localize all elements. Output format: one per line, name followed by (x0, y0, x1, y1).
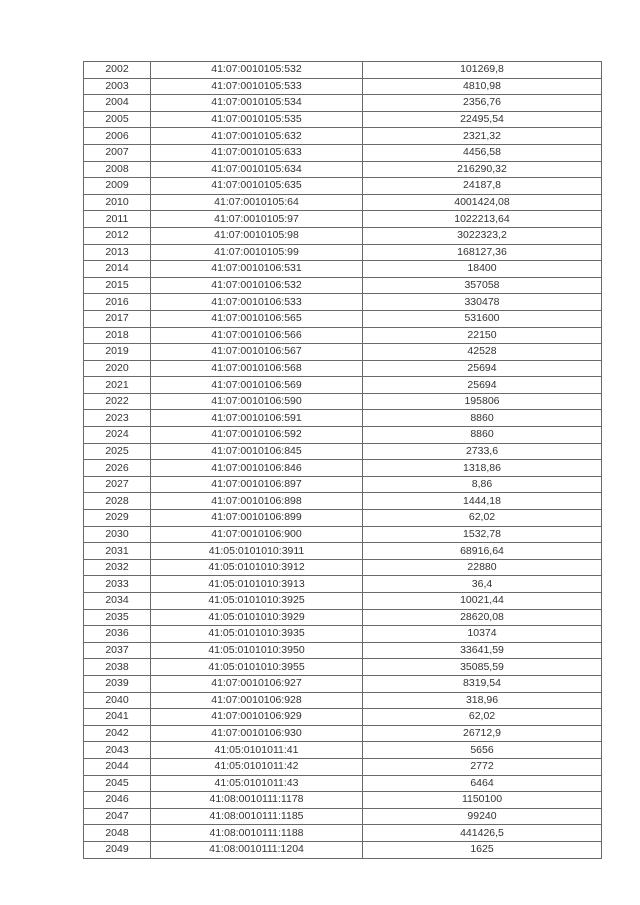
cadastral-value-cell: 357058 (363, 277, 602, 294)
row-number-cell: 2009 (84, 178, 151, 195)
cadastral-number-cell: 41:05:0101010:3911 (151, 543, 363, 560)
row-number-cell: 2013 (84, 244, 151, 261)
table-row (84, 427, 602, 444)
row-number-cell: 2018 (84, 327, 151, 344)
table-row (84, 227, 602, 244)
row-number-cell: 2033 (84, 576, 151, 593)
table-row (84, 211, 602, 228)
cadastral-number-cell: 41:07:0010106:532 (151, 277, 363, 294)
cadastral-value-cell: 8,86 (363, 476, 602, 493)
row-number-cell: 2028 (84, 493, 151, 510)
cadastral-number-cell: 41:07:0010106:569 (151, 377, 363, 394)
cadastral-number-cell: 41:07:0010106:928 (151, 692, 363, 709)
row-number-cell: 2024 (84, 427, 151, 444)
row-number-cell: 2046 (84, 792, 151, 809)
row-number-cell: 2047 (84, 808, 151, 825)
row-number-cell: 2034 (84, 593, 151, 610)
cadastral-value-cell: 8319,54 (363, 675, 602, 692)
row-number-cell: 2048 (84, 825, 151, 842)
cadastral-value-cell: 8860 (363, 427, 602, 444)
cadastral-value-cell: 26712,9 (363, 725, 602, 742)
cadastral-value-cell: 1444,18 (363, 493, 602, 510)
cadastral-number-cell: 41:07:0010106:899 (151, 510, 363, 527)
row-number-cell: 2010 (84, 194, 151, 211)
cadastral-value-cell: 62,02 (363, 510, 602, 527)
cadastral-value-cell: 22880 (363, 559, 602, 576)
cadastral-value-cell: 35085,59 (363, 659, 602, 676)
table-row (84, 128, 602, 145)
table-row (84, 825, 602, 842)
row-number-cell: 2031 (84, 543, 151, 560)
cadastral-number-cell: 41:05:0101011:43 (151, 775, 363, 792)
row-number-cell: 2030 (84, 526, 151, 543)
cadastral-value-cell: 441426,5 (363, 825, 602, 842)
row-number-cell: 2006 (84, 128, 151, 145)
table-row (84, 675, 602, 692)
row-number-cell: 2042 (84, 725, 151, 742)
cadastral-value-cell: 330478 (363, 294, 602, 311)
row-number-cell: 2005 (84, 111, 151, 128)
table-row (84, 194, 602, 211)
row-number-cell: 2037 (84, 642, 151, 659)
table-row (84, 609, 602, 626)
row-number-cell: 2035 (84, 609, 151, 626)
cadastral-value-cell: 2733,6 (363, 443, 602, 460)
cadastral-number-cell: 41:07:0010106:565 (151, 310, 363, 327)
cadastral-value-cell: 22150 (363, 327, 602, 344)
cadastral-value-cell: 5656 (363, 742, 602, 759)
cadastral-number-cell: 41:07:0010106:531 (151, 261, 363, 278)
table-row (84, 161, 602, 178)
row-number-cell: 2027 (84, 476, 151, 493)
table-row (84, 526, 602, 543)
cadastral-number-cell: 41:05:0101010:3925 (151, 593, 363, 610)
cadastral-value-cell: 4456,58 (363, 144, 602, 161)
cadastral-value-cell: 18400 (363, 261, 602, 278)
row-number-cell: 2011 (84, 211, 151, 228)
cadastral-value-cell: 2356,76 (363, 95, 602, 112)
cadastral-value-cell: 1022213,64 (363, 211, 602, 228)
cadastral-number-cell: 41:07:0010105:534 (151, 95, 363, 112)
cadastral-value-cell: 24187,8 (363, 178, 602, 195)
row-number-cell: 2049 (84, 841, 151, 858)
cadastral-value-cell: 99240 (363, 808, 602, 825)
row-number-cell: 2015 (84, 277, 151, 294)
row-number-cell: 2008 (84, 161, 151, 178)
row-number-cell: 2038 (84, 659, 151, 676)
table-row (84, 95, 602, 112)
cadastral-value-cell: 25694 (363, 377, 602, 394)
row-number-cell: 2036 (84, 626, 151, 643)
cadastral-value-cell: 216290,32 (363, 161, 602, 178)
cadastral-number-cell: 41:07:0010106:568 (151, 360, 363, 377)
cadastral-value-cell: 2772 (363, 758, 602, 775)
row-number-cell: 2007 (84, 144, 151, 161)
table-row (84, 493, 602, 510)
table-row (84, 111, 602, 128)
cadastral-number-cell: 41:07:0010106:898 (151, 493, 363, 510)
table-row (84, 559, 602, 576)
cadastral-value-cell: 3022323,2 (363, 227, 602, 244)
cadastral-value-cell: 1318,86 (363, 460, 602, 477)
table-row (84, 144, 602, 161)
cadastral-value-table (83, 61, 602, 859)
cadastral-value-cell: 1532,78 (363, 526, 602, 543)
row-number-cell: 2017 (84, 310, 151, 327)
cadastral-value-cell: 42528 (363, 344, 602, 361)
row-number-cell: 2023 (84, 410, 151, 427)
table-row (84, 659, 602, 676)
cadastral-number-cell: 41:07:0010106:533 (151, 294, 363, 311)
cadastral-number-cell: 41:05:0101010:3950 (151, 642, 363, 659)
table-row (84, 310, 602, 327)
cadastral-number-cell: 41:08:0010111:1185 (151, 808, 363, 825)
cadastral-number-cell: 41:05:0101010:3913 (151, 576, 363, 593)
row-number-cell: 2022 (84, 393, 151, 410)
cadastral-number-cell: 41:05:0101010:3912 (151, 559, 363, 576)
cadastral-number-cell: 41:05:0101011:42 (151, 758, 363, 775)
table-row (84, 377, 602, 394)
row-number-cell: 2044 (84, 758, 151, 775)
table-row (84, 725, 602, 742)
cadastral-value-cell: 6464 (363, 775, 602, 792)
table-row (84, 758, 602, 775)
cadastral-value-cell: 195806 (363, 393, 602, 410)
table-row (84, 692, 602, 709)
table-row (84, 476, 602, 493)
table-row (84, 294, 602, 311)
table-row (84, 510, 602, 527)
cadastral-number-cell: 41:07:0010105:633 (151, 144, 363, 161)
cadastral-number-cell: 41:08:0010111:1204 (151, 841, 363, 858)
cadastral-value-cell: 22495,54 (363, 111, 602, 128)
table-row (84, 742, 602, 759)
table-row (84, 775, 602, 792)
table-row (84, 78, 602, 95)
cadastral-number-cell: 41:07:0010106:591 (151, 410, 363, 427)
row-number-cell: 2020 (84, 360, 151, 377)
cadastral-value-cell: 168127,36 (363, 244, 602, 261)
row-number-cell: 2019 (84, 344, 151, 361)
table-row (84, 460, 602, 477)
cadastral-value-cell: 25694 (363, 360, 602, 377)
table-row (84, 62, 602, 79)
table-row (84, 543, 602, 560)
cadastral-value-cell: 531600 (363, 310, 602, 327)
table-row (84, 593, 602, 610)
row-number-cell: 2039 (84, 675, 151, 692)
cadastral-value-cell: 68916,64 (363, 543, 602, 560)
cadastral-number-cell: 41:07:0010106:566 (151, 327, 363, 344)
row-number-cell: 2014 (84, 261, 151, 278)
cadastral-value-cell: 36,4 (363, 576, 602, 593)
cadastral-number-cell: 41:07:0010106:927 (151, 675, 363, 692)
cadastral-number-cell: 41:07:0010106:592 (151, 427, 363, 444)
table-row (84, 277, 602, 294)
table-row (84, 360, 602, 377)
table-row (84, 410, 602, 427)
cadastral-number-cell: 41:07:0010105:632 (151, 128, 363, 145)
cadastral-value-cell: 33641,59 (363, 642, 602, 659)
row-number-cell: 2029 (84, 510, 151, 527)
cadastral-number-cell: 41:07:0010106:845 (151, 443, 363, 460)
table-row (84, 709, 602, 726)
cadastral-value-cell: 318,96 (363, 692, 602, 709)
cadastral-value-cell: 1625 (363, 841, 602, 858)
row-number-cell: 2032 (84, 559, 151, 576)
cadastral-number-cell: 41:08:0010111:1178 (151, 792, 363, 809)
table-row (84, 841, 602, 858)
row-number-cell: 2025 (84, 443, 151, 460)
table-row (84, 327, 602, 344)
table-row (84, 344, 602, 361)
cadastral-number-cell: 41:07:0010106:900 (151, 526, 363, 543)
cadastral-value-cell: 62,02 (363, 709, 602, 726)
cadastral-value-cell: 4810,98 (363, 78, 602, 95)
table-row (84, 393, 602, 410)
cadastral-number-cell: 41:07:0010105:64 (151, 194, 363, 211)
table-row (84, 792, 602, 809)
row-number-cell: 2043 (84, 742, 151, 759)
cadastral-number-cell: 41:08:0010111:1188 (151, 825, 363, 842)
cadastral-value-cell: 10374 (363, 626, 602, 643)
row-number-cell: 2016 (84, 294, 151, 311)
row-number-cell: 2012 (84, 227, 151, 244)
cadastral-number-cell: 41:07:0010105:634 (151, 161, 363, 178)
cadastral-number-cell: 41:05:0101011:41 (151, 742, 363, 759)
row-number-cell: 2041 (84, 709, 151, 726)
cadastral-number-cell: 41:07:0010106:590 (151, 393, 363, 410)
row-number-cell: 2045 (84, 775, 151, 792)
table-row (84, 443, 602, 460)
cadastral-value-cell: 4001424,08 (363, 194, 602, 211)
cadastral-number-cell: 41:05:0101010:3935 (151, 626, 363, 643)
cadastral-number-cell: 41:07:0010105:635 (151, 178, 363, 195)
cadastral-value-cell: 8860 (363, 410, 602, 427)
cadastral-number-cell: 41:07:0010105:98 (151, 227, 363, 244)
table-row (84, 178, 602, 195)
cadastral-number-cell: 41:07:0010106:897 (151, 476, 363, 493)
cadastral-value-cell: 101269,8 (363, 62, 602, 79)
row-number-cell: 2003 (84, 78, 151, 95)
cadastral-number-cell: 41:07:0010105:532 (151, 62, 363, 79)
row-number-cell: 2040 (84, 692, 151, 709)
cadastral-value-cell: 2321,32 (363, 128, 602, 145)
table-row (84, 642, 602, 659)
table-row (84, 576, 602, 593)
cadastral-number-cell: 41:05:0101010:3955 (151, 659, 363, 676)
table-body (84, 62, 602, 859)
cadastral-value-cell: 10021,44 (363, 593, 602, 610)
cadastral-value-cell: 28620,08 (363, 609, 602, 626)
cadastral-number-cell: 41:07:0010106:567 (151, 344, 363, 361)
cadastral-number-cell: 41:05:0101010:3929 (151, 609, 363, 626)
table-row (84, 244, 602, 261)
row-number-cell: 2026 (84, 460, 151, 477)
cadastral-number-cell: 41:07:0010105:533 (151, 78, 363, 95)
cadastral-number-cell: 41:07:0010105:97 (151, 211, 363, 228)
cadastral-number-cell: 41:07:0010105:535 (151, 111, 363, 128)
table-row (84, 808, 602, 825)
table-row (84, 626, 602, 643)
cadastral-number-cell: 41:07:0010105:99 (151, 244, 363, 261)
cadastral-value-cell: 1150100 (363, 792, 602, 809)
table-row (84, 261, 602, 278)
cadastral-number-cell: 41:07:0010106:930 (151, 725, 363, 742)
row-number-cell: 2004 (84, 95, 151, 112)
cadastral-number-cell: 41:07:0010106:929 (151, 709, 363, 726)
cadastral-number-cell: 41:07:0010106:846 (151, 460, 363, 477)
row-number-cell: 2021 (84, 377, 151, 394)
row-number-cell: 2002 (84, 62, 151, 79)
